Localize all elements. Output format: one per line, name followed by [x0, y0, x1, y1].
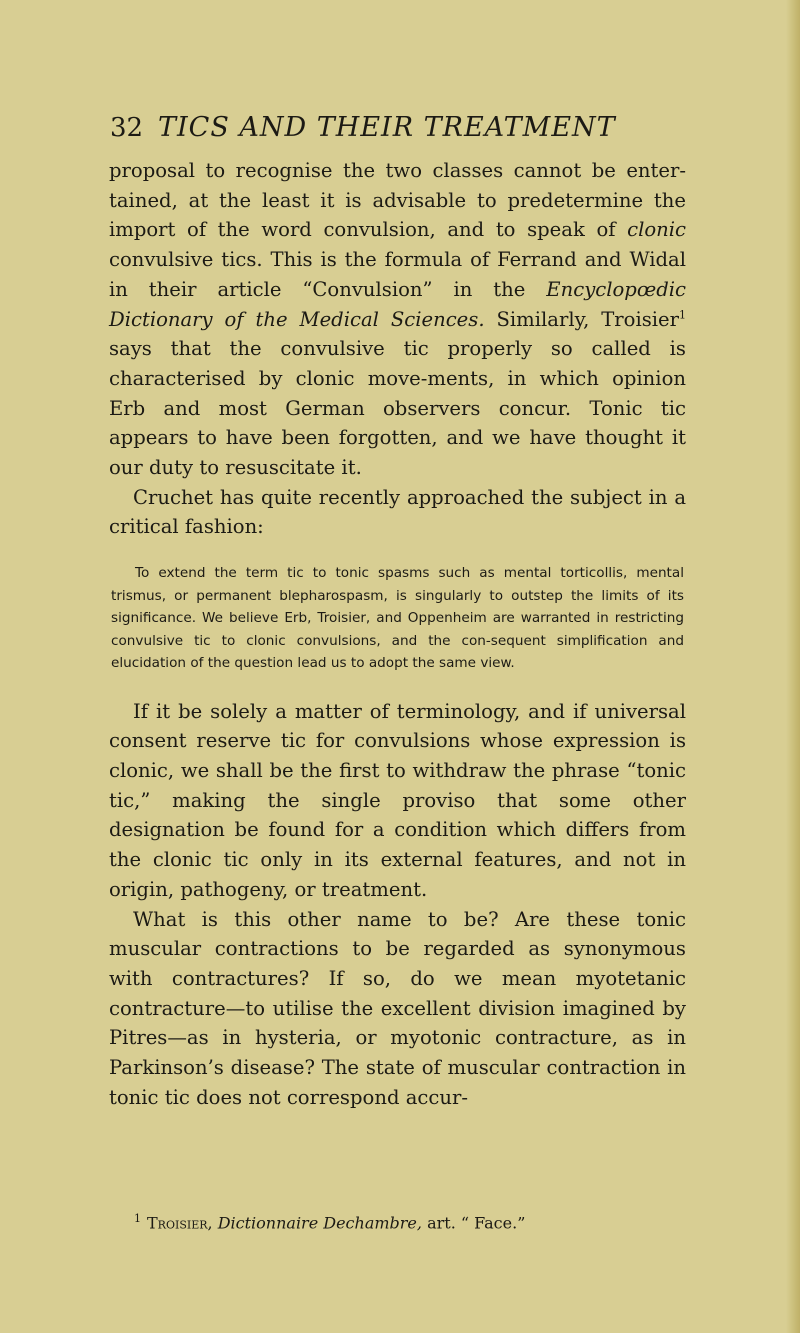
paragraph-3: If it be solely a matter of terminology, and if universal consent reserve tic for convulsions whose expression is clonic, we shall be the first to withdraw the phrase “tonic tic,” making the single proviso that some other designation be found for a condition which differs from the clonic tic only in its external features, and not in origin, pathogeny, or treatment.	[109, 699, 686, 901]
block-quote: To extend the term tic to tonic spasms such as mental torticollis, mental trismus, or permanent blepharospasm, is singularly to outstep the limits of its significance. We believe Erb, Troisier, and Oppenheim are warranted in restricting convulsive tic to clonic convulsions, and the con-sequent simplification and elucidation of the question lead us to adopt the same view.	[111, 565, 684, 672]
paragraph-1-italic-title: Encyclopœdic Dictionary of the Medical Sciences.	[109, 277, 686, 331]
footnote-reference: 1	[679, 307, 686, 321]
paragraph-1	[109, 156, 686, 483]
paragraph-4: What is this other name to be? Are these tonic muscular contractions to be regarded as synonymous with contractures? If so, do we mean myotetanic contracture—to utilise the excellent division imagined by Pitres—as in hysteria, or myotonic contracture, as in Parkinson’s disease? The state of muscular contraction in tonic tic does not correspond accur-	[109, 907, 686, 1109]
page-header	[110, 108, 670, 148]
footnote-title: Dictionnaire Dechambre,	[217, 1213, 422, 1233]
footnote-mark: 1	[134, 1212, 141, 1225]
paragraph-1-text-e: Similarly, Troisier	[484, 307, 679, 331]
paragraph-1-text-c: convulsive tics. This is the formula of Ferrand and Widal in their article “Convulsion” in the	[109, 248, 686, 301]
page-number: 32	[110, 113, 144, 143]
paragraph-1-italic-clonic: clonic	[627, 218, 686, 242]
page-body	[109, 156, 686, 1112]
paragraph-1-text-g: says that the convulsive tic properly so called is characterised by clonic move-ments, in which opinion Erb and most German observers concur. Tonic tic appears to have been forgotten, and we have thought it our duty to resuscitate it.	[109, 337, 686, 480]
footnote-author: Troisier,	[147, 1213, 213, 1233]
paragraph-2: Cruchet has quite recently approached the subject in a critical fashion:	[109, 485, 686, 539]
running-head: TICS AND THEIR TREATMENT	[158, 112, 616, 143]
footnote-rest: art. “ Face.”	[421, 1213, 526, 1233]
page-edge-shadow	[786, 0, 800, 1333]
footnote	[134, 1208, 694, 1234]
paragraph-1-text-a: proposal to recognise the two classes cannot be enter-tained, at the least it is advisable to predetermine the import of the word convulsion, and to speak of	[109, 159, 686, 242]
